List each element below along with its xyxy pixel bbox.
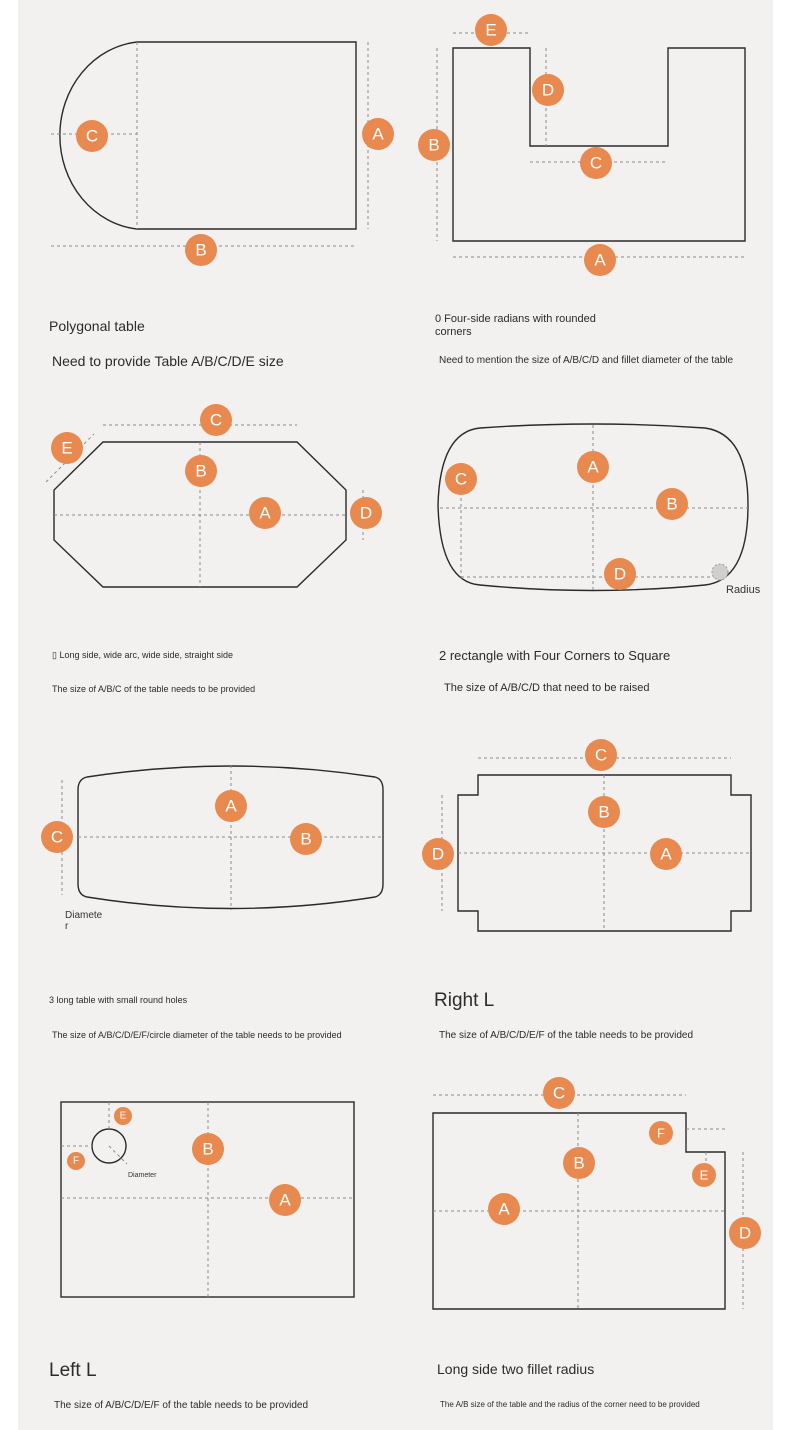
badge-p7-a [269,1184,301,1216]
badge-p2-d [532,74,564,106]
badge-p3-e [51,432,83,464]
badge-p6-c [585,739,617,771]
badge-p6-d [422,838,454,870]
caption-title-4: 2 rectangle with Four Corners to Square [439,648,671,663]
badge-p6-b [588,796,620,828]
svg-text:A: A [259,503,271,523]
svg-text:D: D [359,503,373,523]
svg-text:C: C [454,469,468,489]
svg-text:B: B [202,1139,214,1159]
diameter-label-line2: r [65,921,69,932]
caption-desc-6: The size of A/B/C/D/E/F of the table needs to be provided [439,1030,694,1041]
svg-text:A: A [279,1190,291,1210]
svg-text:D: D [738,1223,752,1243]
svg-text:B: B [195,240,207,260]
svg-text:B: B [300,829,312,849]
shape-octagon-table [46,425,363,587]
caption-desc-2: Need to mention the size of A/B/C/D and fillet diameter of the table [439,355,734,366]
badge-p3-c [200,404,232,436]
svg-text:E: E [61,438,73,458]
svg-text:B: B [666,494,678,514]
caption-title-2: 0 Four-side radians with rounded corners [435,313,596,338]
badge-p8-d [729,1217,761,1249]
shape-u-table [437,33,745,257]
badge-p3-a [249,497,281,529]
caption-desc-7: The size of A/B/C/D/E/F of the table needs to be provided [54,1400,309,1411]
caption-desc-1: Need to provide Table A/B/C/D/E size [52,353,284,369]
badge-p7-e [114,1107,132,1125]
caption-title-5: 3 long table with small round holes [49,995,188,1005]
svg-text:F: F [72,1155,80,1167]
badge-p1-b [185,234,217,266]
hole-diameter-label: Diameter [128,1172,157,1179]
badge-p2-a [584,244,616,276]
svg-text:A: A [587,457,599,477]
svg-text:A: A [594,250,606,270]
badge-p5-c [41,821,73,853]
badge-p1-a [362,118,394,150]
badge-p2-e [475,14,507,46]
svg-text:F: F [657,1125,665,1141]
svg-text:B: B [195,461,207,481]
caption-desc-5: The size of A/B/C/D/E/F/circle diameter of the table needs to be provided [52,1030,342,1040]
caption-title-6: Right L [434,990,495,1011]
svg-text:B: B [573,1153,585,1173]
shape-l-notch-table [433,1095,743,1309]
badge-p6-a [650,838,682,870]
svg-text:B: B [598,802,610,822]
caption-title-3: ▯ Long side, wide arc, wide side, straight side [52,650,234,660]
badge-p5-a [215,790,247,822]
svg-text:C: C [209,410,223,430]
radius-label: Radius [726,584,761,596]
svg-text:C: C [594,745,608,765]
caption-title-1: Polygonal table [49,318,145,334]
svg-text:E: E [699,1167,709,1183]
badge-p4-c [445,463,477,495]
svg-text:C: C [50,827,64,847]
svg-text:C: C [589,153,603,173]
badge-p8-f [649,1121,673,1145]
svg-text:D: D [431,844,445,864]
shape-hole-table [61,1102,354,1297]
badge-p8-b [563,1147,595,1179]
badge-p1-c [76,120,108,152]
shape-rounded-rect-table [438,424,748,591]
svg-text:D: D [613,564,627,584]
diameter-label-line1: Diamete [65,910,103,921]
svg-text:C: C [552,1083,566,1103]
badge-p7-b [192,1133,224,1165]
badge-p7-f [67,1152,85,1170]
badge-p4-d [604,558,636,590]
badge-p4-a [577,451,609,483]
badge-p5-b [290,823,322,855]
caption-desc-8: The A/B size of the table and the radius of the corner need to be provided [440,1400,700,1409]
badge-p4-b [656,488,688,520]
caption-desc-4: The size of A/B/C/D that need to be raised [444,682,650,694]
shape-notched-rect-table [442,758,751,931]
badge-p2-b [418,129,450,161]
caption-desc-3: The size of A/B/C of the table needs to be provided [52,684,256,694]
svg-text:D: D [541,80,555,100]
caption-title-8: Long side two fillet radius [437,1361,595,1377]
badge-p8-a [488,1193,520,1225]
badge-p3-b [185,455,217,487]
svg-text:E: E [119,1110,127,1122]
badge-p2-c [580,147,612,179]
svg-text:B: B [428,135,440,155]
svg-text:A: A [660,844,672,864]
badge-p8-c [543,1077,575,1109]
svg-text:C: C [85,126,99,146]
badge-p8-e [692,1163,716,1187]
svg-text:A: A [225,796,237,816]
svg-text:A: A [372,124,384,144]
svg-text:A: A [498,1199,510,1219]
shape-arc-table [62,765,383,910]
badge-p3-d [350,497,382,529]
caption-title-7: Left L [49,1360,97,1381]
svg-text:E: E [485,20,497,40]
